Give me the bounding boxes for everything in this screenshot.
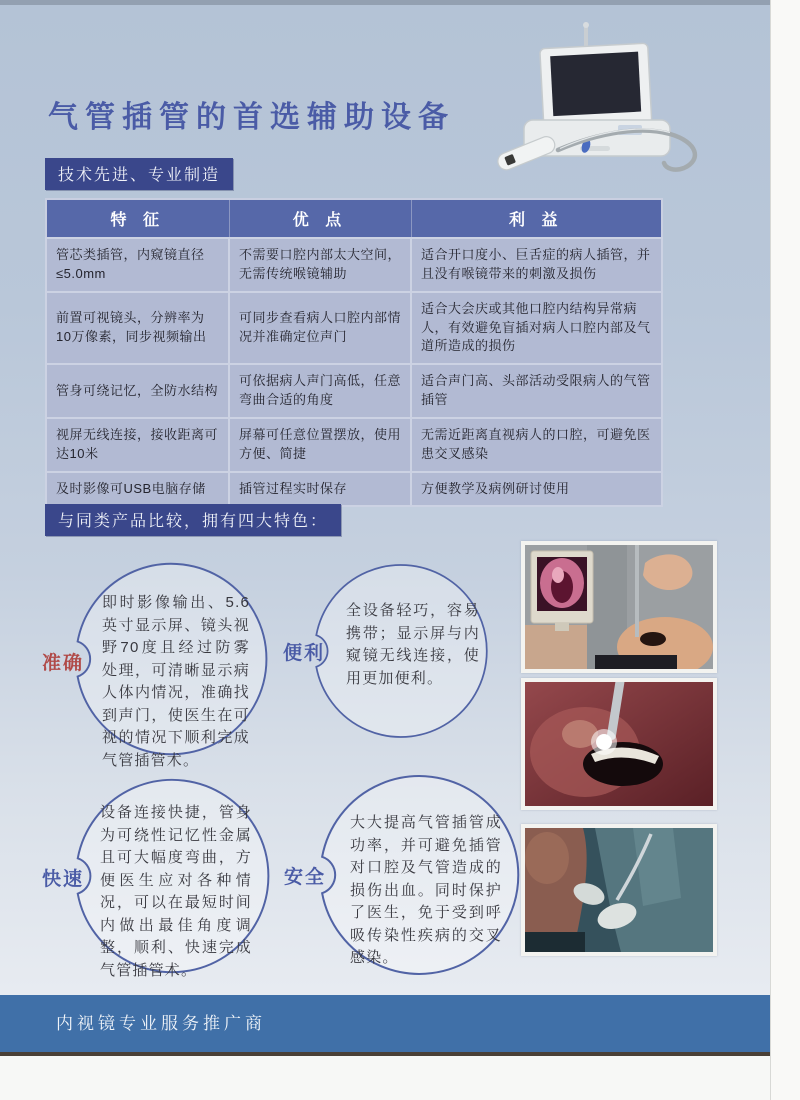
table-cell: 管身可绕记忆，全防水结构 [46, 364, 229, 418]
column-header-feature: 特 征 [46, 199, 229, 238]
demo-photo-mouth-closeup [521, 678, 717, 810]
footer-band [0, 995, 770, 1052]
page-title: 气管插管的首选辅助设备 [48, 101, 455, 134]
table-row [46, 472, 662, 507]
feature-label-accurate: 准确 [42, 653, 85, 674]
footer-text: 内视镜专业服务推广商 [56, 1014, 266, 1033]
table-cell: 可同步查看病人口腔内部情况并准确定位声门 [229, 292, 411, 365]
scan-top-edge [0, 0, 772, 5]
feature-label-fast: 快速 [42, 869, 85, 890]
column-header-advantage: 优 点 [229, 199, 411, 238]
table-cell: 视屏无线连接，接收距离可达10米 [46, 418, 229, 472]
product-device-illustration [468, 20, 720, 172]
tech-banner: 技术先进、专业制造 [45, 158, 233, 190]
feature-text-convenient: 全设备轻巧，容易携带；显示屏与内窥镜无线连接，使用更加便利。 [346, 602, 480, 687]
table-header-row [46, 199, 662, 238]
demo-photo-monitor-mannequin [521, 541, 717, 673]
table-cell: 适合大会庆或其他口腔内结构异常病人，有效避免盲插对病人口腔内部及气道所造成的损伤 [411, 292, 662, 365]
table-cell: 无需近距离直视病人的口腔，可避免医患交叉感染 [411, 418, 662, 472]
compare-banner: 与同类产品比较，拥有四大特色： [45, 504, 341, 536]
scan-bottom-strip [0, 1056, 772, 1100]
scan-right-strip [770, 0, 800, 1100]
feature-label-safe: 安全 [284, 867, 327, 888]
table-cell: 方便教学及病例研讨使用 [411, 472, 662, 507]
comparison-table [45, 198, 663, 507]
table-cell: 适合开口度小、巨舌症的病人插管，并且没有喉镜带来的刺激及损伤 [411, 238, 662, 292]
table-row [46, 418, 662, 472]
table-row [46, 364, 662, 418]
table-row [46, 238, 662, 292]
stylet [635, 545, 639, 637]
table-row [46, 292, 662, 365]
table-cell: 可依据病人声门高低，任意弯曲合适的角度 [229, 364, 411, 418]
feature-label-convenient: 便利 [283, 643, 326, 664]
table-cell: 插管过程实时保存 [229, 472, 411, 507]
stylet-light [596, 734, 612, 750]
feature-text-safe: 大大提高气管插管成功率，并可避免插管对口腔及气管造成的损伤出血。同时保护了医生，免于受到呼吸传染性疾病的交叉感染。 [350, 814, 502, 966]
table-cell: 及时影像可USB电脑存储 [46, 472, 229, 507]
table-cell: 屏幕可任意位置摆放，使用方便、简捷 [229, 418, 411, 472]
table-cell: 不需要口腔内部太大空间，无需传统喉镜辅助 [229, 238, 411, 292]
monitor-screen [550, 52, 641, 117]
demo-photo-clinical-scene [521, 824, 717, 956]
column-header-benefit: 利 益 [411, 199, 662, 238]
feature-text-fast: 设备连接快捷，管身为可绕性记忆性金属且可大幅度弯曲，方便医生应对各种情况，可以在最短时间内做出最佳角度调整，顺利、快速完成气管插管术。 [100, 804, 252, 979]
table-cell: 管芯类插管，内窥镜直径≤5.0mm [46, 238, 229, 292]
table-cell: 适合声门高、头部活动受限病人的气管插管 [411, 364, 662, 418]
table-cell: 前置可视镜头，分辨率为10万像素，同步视频输出 [46, 292, 229, 365]
feature-text-accurate: 即时影像输出、5.6英寸显示屏、镜头视野70度且经过防雾处理，可清晰显示病人体内情况，准确找到声门，使医生在可视的情况下顺利完成气管插管术。 [102, 594, 250, 769]
